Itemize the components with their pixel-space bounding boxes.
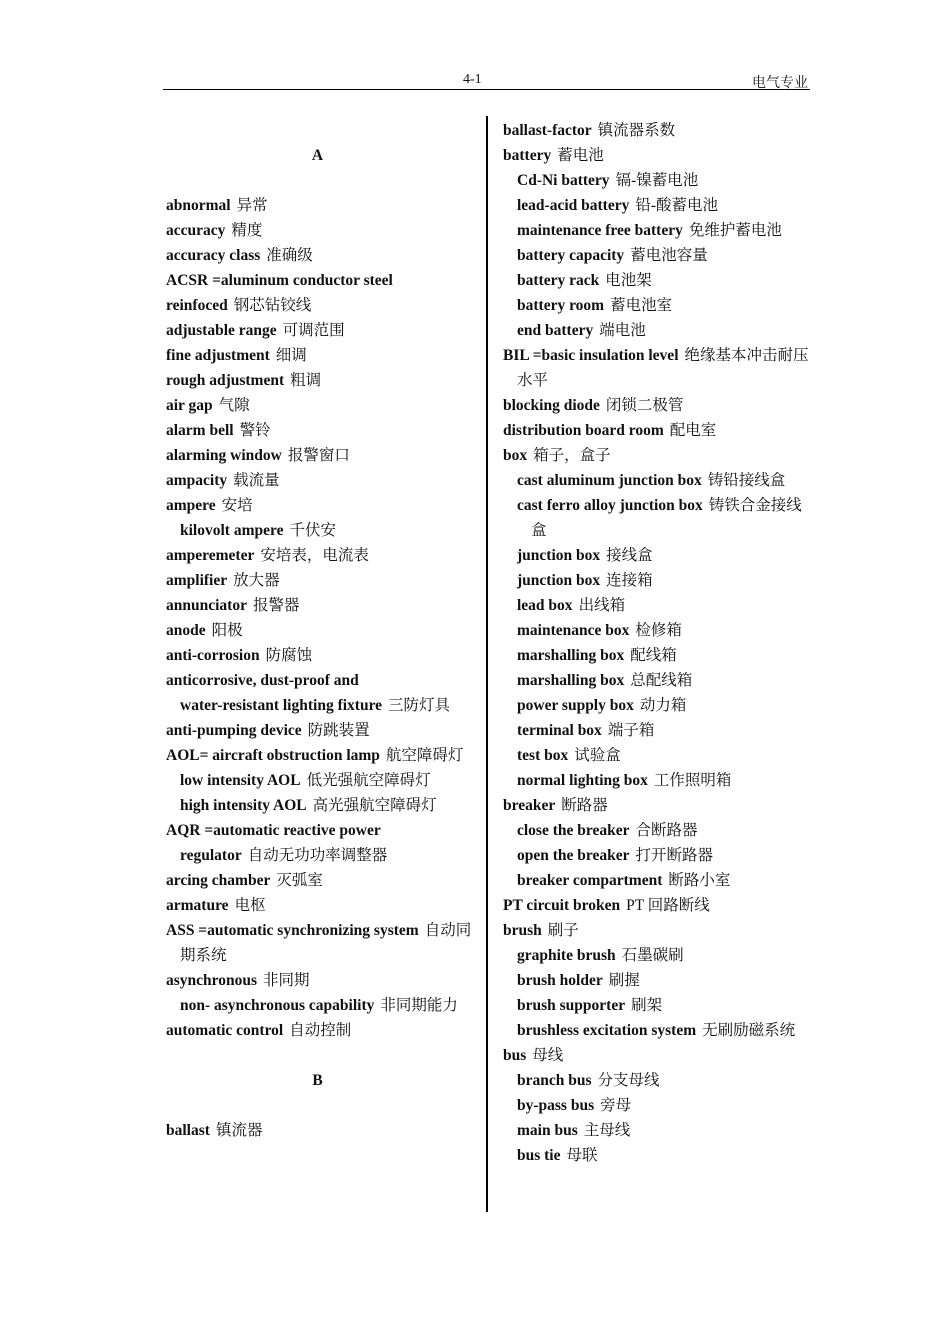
glossary-subentry	[503, 768, 813, 793]
entry-definition: 总配线箱	[630, 672, 693, 689]
entry-definition: 报警窗口	[287, 447, 350, 464]
glossary-entry	[166, 543, 476, 568]
entry-definition: 刷架	[631, 997, 663, 1014]
entry-term: maintenance free battery	[517, 222, 683, 239]
entry-definition: 打开断路器	[635, 847, 714, 864]
entry-term: water-resistant lighting fixture	[180, 697, 383, 714]
entry-definition: 蓄电池容量	[630, 247, 708, 264]
entry-definition: PT 回路断线	[626, 897, 710, 914]
entry-term: low intensity AOL	[180, 772, 301, 789]
glossary-subentry	[503, 968, 813, 993]
glossary-column-left	[166, 118, 476, 1143]
entry-definition: 气隙	[218, 397, 250, 414]
entry-term: reinfoced	[166, 297, 228, 314]
entry-term: battery room	[517, 297, 605, 314]
glossary-entry	[503, 143, 813, 168]
entry-definition: 安培	[221, 497, 253, 514]
glossary-entry	[166, 668, 476, 693]
glossary-entry	[166, 393, 476, 418]
entry-definition: 三防灯具	[388, 697, 451, 714]
entry-definition: 接线盒	[606, 547, 653, 564]
glossary-subentry	[503, 593, 813, 618]
glossary-entry	[503, 118, 813, 143]
entry-term: annunciator	[166, 597, 247, 614]
glossary-entry	[166, 418, 476, 443]
entry-definition: 母联	[566, 1147, 598, 1164]
entry-term: close the breaker	[517, 822, 630, 839]
glossary-entry	[166, 968, 476, 993]
entry-term: brush holder	[517, 972, 603, 989]
glossary-column-right	[503, 118, 813, 1168]
glossary-entry	[503, 418, 813, 443]
section-heading-a: A	[311, 147, 324, 164]
entry-definition: 阳极	[211, 622, 243, 639]
entry-definition: 千伏安	[289, 522, 336, 539]
glossary-entry	[166, 343, 476, 368]
entry-term: accuracy class	[166, 247, 261, 264]
entry-definition: 蓄电池室	[610, 297, 673, 314]
glossary-subentry	[503, 993, 813, 1018]
entry-definition: 镇流器系数	[597, 122, 676, 139]
entry-definition: 分支母线	[597, 1072, 660, 1089]
glossary-subentry	[503, 293, 813, 318]
entry-definition: 蓄电池	[557, 147, 604, 164]
glossary-entry	[166, 493, 476, 518]
entry-term: adjustable range	[166, 322, 277, 339]
entry-definition: 防腐蚀	[265, 647, 313, 664]
entry-definition: 高光强航空障碍灯	[312, 797, 437, 814]
entry-definition: 试验盒	[574, 747, 621, 764]
glossary-entry	[166, 593, 476, 618]
entry-definition: 自动同期系统	[180, 922, 472, 964]
glossary-subentry	[503, 1143, 813, 1168]
entry-definition: 非同期	[263, 972, 310, 989]
glossary-entry	[166, 868, 476, 893]
glossary-entry-continued	[166, 293, 476, 318]
section-heading-b: B	[312, 1072, 323, 1089]
entry-term: terminal box	[517, 722, 602, 739]
glossary-subentry	[503, 943, 813, 968]
entry-term: non- asynchronous capability	[180, 997, 375, 1014]
entry-term: battery rack	[517, 272, 600, 289]
glossary-entry	[166, 918, 476, 968]
glossary-entry-continued	[166, 693, 476, 718]
glossary-subentry	[503, 668, 813, 693]
entry-term: bus	[503, 1047, 527, 1064]
entry-term: regulator	[180, 847, 242, 864]
entry-term: brushless excitation system	[517, 1022, 697, 1039]
glossary-entry	[166, 718, 476, 743]
entry-definition: 连接箱	[606, 572, 653, 589]
entry-term: breaker	[503, 797, 556, 814]
glossary-entry	[503, 393, 813, 418]
glossary-subentry	[503, 1018, 813, 1043]
entry-term: Cd-Ni battery	[517, 172, 610, 189]
entry-definition: 箱子，盒子	[533, 447, 611, 464]
glossary-entry	[166, 243, 476, 268]
glossary-subentry	[503, 1093, 813, 1118]
glossary-subentry	[503, 868, 813, 893]
entry-term: anti-pumping device	[166, 722, 302, 739]
entry-term: alarm bell	[166, 422, 234, 439]
entry-definition: 自动控制	[289, 1022, 352, 1039]
entry-term: automatic control	[166, 1022, 284, 1039]
department-label: 电气专业	[752, 76, 808, 91]
entry-definition: 断路小室	[668, 872, 731, 889]
entry-term: asynchronous	[166, 972, 258, 989]
entry-definition: 配线箱	[630, 647, 677, 664]
entry-term: alarming window	[166, 447, 282, 464]
entry-definition: 载流量	[233, 472, 280, 489]
glossary-subentry	[503, 543, 813, 568]
entry-definition: 安培表，电流表	[260, 547, 369, 564]
entry-term: open the breaker	[517, 847, 630, 864]
entry-term: air gap	[166, 397, 213, 414]
entry-definition: 绝缘基本冲击耐压水平	[517, 347, 809, 389]
glossary-subentry	[503, 618, 813, 643]
entry-term: power supply box	[517, 697, 634, 714]
entry-definition: 镉-镍蓄电池	[615, 172, 699, 189]
entry-term: battery	[503, 147, 552, 164]
entry-term: lead-acid battery	[517, 197, 630, 214]
glossary-entry	[503, 793, 813, 818]
glossary-entry	[166, 368, 476, 393]
entry-definition: 细调	[275, 347, 307, 364]
glossary-subentry	[503, 568, 813, 593]
glossary-entry	[503, 893, 813, 918]
entry-term: ASS =automatic synchronizing system	[166, 922, 419, 939]
entry-definition: 端电池	[599, 322, 646, 339]
entry-definition: 免维护蓄电池	[688, 222, 782, 239]
glossary-subentry	[503, 468, 813, 493]
entry-definition: 检修箱	[635, 622, 682, 639]
entry-term: AQR =automatic reactive power	[166, 822, 381, 839]
entry-definition: 镇流器	[215, 1122, 263, 1139]
entry-term: lead box	[517, 597, 573, 614]
entry-term: amplifier	[166, 572, 228, 589]
glossary-entry	[166, 468, 476, 493]
entry-definition: 石墨碳刷	[621, 947, 684, 964]
entry-definition: 电池架	[605, 272, 652, 289]
entry-definition: 非同期能力	[380, 997, 458, 1014]
glossary-subentry	[503, 718, 813, 743]
entry-term: amperemeter	[166, 547, 255, 564]
glossary-entry	[503, 343, 813, 393]
glossary-subentry	[166, 793, 476, 818]
glossary-entry	[503, 918, 813, 943]
entry-term: branch bus	[517, 1072, 592, 1089]
entry-term: distribution board room	[503, 422, 664, 439]
glossary-subentry	[503, 818, 813, 843]
entry-term: cast ferro alloy junction box	[517, 497, 703, 514]
entry-definition: 防跳装置	[307, 722, 370, 739]
entry-term: anticorrosive, dust-proof and	[166, 672, 359, 689]
entry-term: anti-corrosion	[166, 647, 260, 664]
entry-term: marshalling box	[517, 672, 625, 689]
glossary-subentry	[503, 1118, 813, 1143]
glossary-entry	[166, 443, 476, 468]
entry-term: junction box	[517, 572, 601, 589]
entry-term: bus tie	[517, 1147, 561, 1164]
glossary-subentry	[503, 218, 813, 243]
entry-definition: 刷握	[608, 972, 640, 989]
entry-term: blocking diode	[503, 397, 600, 414]
glossary-entry	[166, 743, 476, 768]
glossary-entry	[503, 1043, 813, 1068]
glossary-entry	[166, 193, 476, 218]
entry-term: fine adjustment	[166, 347, 270, 364]
entry-definition: 电枢	[234, 897, 266, 914]
entry-definition: 工作照明箱	[653, 772, 732, 789]
entry-definition: 合断路器	[635, 822, 698, 839]
glossary-subentry	[503, 193, 813, 218]
entry-term: marshalling box	[517, 647, 625, 664]
glossary-entry	[166, 618, 476, 643]
page-number: 4-1	[463, 72, 482, 87]
entry-definition: 动力箱	[639, 697, 687, 714]
entry-definition: 准确级	[266, 247, 313, 264]
entry-definition: 断路器	[561, 797, 608, 814]
glossary-subentry	[503, 268, 813, 293]
page-header	[163, 70, 810, 90]
entry-term: battery capacity	[517, 247, 625, 264]
entry-term: maintenance box	[517, 622, 630, 639]
glossary-subentry	[166, 518, 476, 543]
entry-definition: 刷子	[547, 922, 579, 939]
glossary-entry	[166, 318, 476, 343]
glossary-entry	[166, 818, 476, 843]
entry-term: abnormal	[166, 197, 231, 214]
entry-term: rough adjustment	[166, 372, 285, 389]
entry-term: high intensity AOL	[180, 797, 307, 814]
column-divider	[486, 116, 488, 1212]
entry-term: test box	[517, 747, 569, 764]
glossary-subentry	[503, 693, 813, 718]
glossary-entry	[166, 218, 476, 243]
entry-term: cast aluminum junction box	[517, 472, 702, 489]
entry-definition: 旁母	[600, 1097, 632, 1114]
entry-definition: 配电室	[669, 422, 717, 439]
entry-term: brush	[503, 922, 542, 939]
glossary-entry	[166, 643, 476, 668]
glossary-subentry	[166, 768, 476, 793]
entry-definition: 母线	[532, 1047, 564, 1064]
glossary-subentry	[503, 318, 813, 343]
glossary-entry	[166, 1118, 476, 1143]
entry-term: anode	[166, 622, 206, 639]
glossary-subentry	[166, 993, 476, 1018]
entry-definition: 异常	[236, 197, 268, 214]
entry-term: AOL= aircraft obstruction lamp	[166, 747, 380, 764]
entry-definition: 放大器	[233, 572, 280, 589]
entry-definition: 自动无功功率调整器	[247, 847, 388, 864]
entry-definition: 低光强航空障碍灯	[306, 772, 431, 789]
glossary-entry	[166, 1018, 476, 1043]
entry-definition: 警铃	[239, 422, 271, 439]
entry-definition: 主母线	[583, 1122, 631, 1139]
entry-term: box	[503, 447, 528, 464]
entry-definition: 精度	[231, 222, 263, 239]
entry-term: normal lighting box	[517, 772, 648, 789]
entry-term: armature	[166, 897, 229, 914]
entry-definition: 灭弧室	[276, 872, 323, 889]
entry-definition: 闭锁二极管	[605, 397, 684, 414]
entry-term: accuracy	[166, 222, 226, 239]
entry-definition: 报警器	[252, 597, 300, 614]
entry-definition: 端子箱	[607, 722, 655, 739]
entry-term: end battery	[517, 322, 594, 339]
entry-definition: 可调范围	[282, 322, 345, 339]
glossary-entry	[166, 893, 476, 918]
entry-definition: 航空障碍灯	[385, 747, 464, 764]
entry-definition: 铸铅接线盒	[707, 472, 786, 489]
entry-definition: 钢芯钻铰线	[233, 297, 312, 314]
entry-definition: 粗调	[290, 372, 322, 389]
entry-definition: 铸铁合金接线盒	[531, 497, 802, 539]
glossary-subentry	[503, 843, 813, 868]
entry-term: breaker compartment	[517, 872, 663, 889]
entry-term: ballast-factor	[503, 122, 592, 139]
glossary-entry	[166, 268, 476, 293]
glossary-subentry	[503, 643, 813, 668]
entry-term: by-pass bus	[517, 1097, 595, 1114]
glossary-subentry	[503, 493, 813, 543]
entry-term: arcing chamber	[166, 872, 271, 889]
entry-term: graphite brush	[517, 947, 616, 964]
entry-term: junction box	[517, 547, 601, 564]
entry-definition: 无刷励磁系统	[702, 1022, 796, 1039]
entry-term: ampacity	[166, 472, 228, 489]
entry-term: BIL =basic insulation level	[503, 347, 679, 364]
entry-term: kilovolt ampere	[180, 522, 284, 539]
glossary-subentry	[503, 243, 813, 268]
glossary-subentry	[503, 743, 813, 768]
glossary-subentry	[503, 168, 813, 193]
entry-term: PT circuit broken	[503, 897, 621, 914]
glossary-entry	[503, 443, 813, 468]
entry-definition: 出线箱	[578, 597, 626, 614]
entry-term: ampere	[166, 497, 216, 514]
glossary-entry	[166, 568, 476, 593]
entry-term: ballast	[166, 1122, 210, 1139]
entry-term: brush supporter	[517, 997, 626, 1014]
glossary-subentry	[503, 1068, 813, 1093]
entry-term: main bus	[517, 1122, 578, 1139]
entry-definition: 铅-酸蓄电池	[635, 197, 719, 214]
entry-term: ACSR =aluminum conductor steel	[166, 272, 393, 289]
glossary-entry-continued	[166, 843, 476, 868]
